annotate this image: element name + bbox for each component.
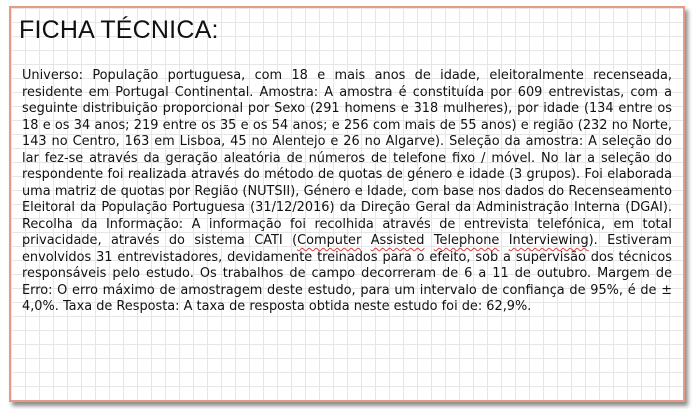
- body-text-part-2: ). Estiveram envolvidos 31 entrevistadores, devidamente treinados para o efeito, sob a supervisão dos técnicos responsáveis pelo estudo. Os trabalhos de campo decorreram de 6 a 11 de outubro. Margem de Erro: O erro máximo de amostragem deste estudo, para um intervalo de confiança de 95%, é de ± 4,0%. Taxa de Resposta: A taxa de resposta obtida neste estudo foi de: 62,9%.: [22, 233, 672, 314]
- technical-sheet-title: FICHA TÉCNICA:: [19, 16, 219, 44]
- spellcheck-word-computer: Computer: [297, 233, 362, 248]
- spellcheck-word-assisted: Assisted: [370, 233, 425, 248]
- spellcheck-word-interviewing: Interviewing: [508, 233, 589, 248]
- body-text-part-1: Universo: População portuguesa, com 18 e mais anos de idade, eleitoralmente recenseada, residente em Portugal Continental. Amostra: A amostra é constituída por 609 entrevistas, com a seguinte distribuição proporcional por Sexo (291 homens e 318 mulheres), por idade (134 entre os 18 e os 34 anos; 219 entre os 35 e os 54 anos; e 256 com mais de 55 anos) e região (232 no Norte, 143 no Centro, 163 em Lisboa, 45 no Alentejo e 26 no Algarve). Seleção da amostra: A seleção do lar fez-se através da geração aleatória de números de telefone fixo / móvel. No lar a seleção do respondente foi realizada através do método de quotas de género e idade (3 grupos). Foi elaborada uma matriz de quotas por Região (NUTSII), Género e Idade, com base nos dados do Recenseamento Eleitoral da População Portuguesa (31/12/2016) da Direção Geral da Administração Interna (DGAI). Recolha da Informação: A informação foi recolhida através de entrevista telefónica, em total privacidade, através do sistema CATI (: [22, 68, 672, 248]
- technical-sheet-body: [22, 68, 672, 316]
- technical-sheet-panel: [9, 6, 685, 402]
- spellcheck-word-telephone: Telephone: [433, 233, 500, 248]
